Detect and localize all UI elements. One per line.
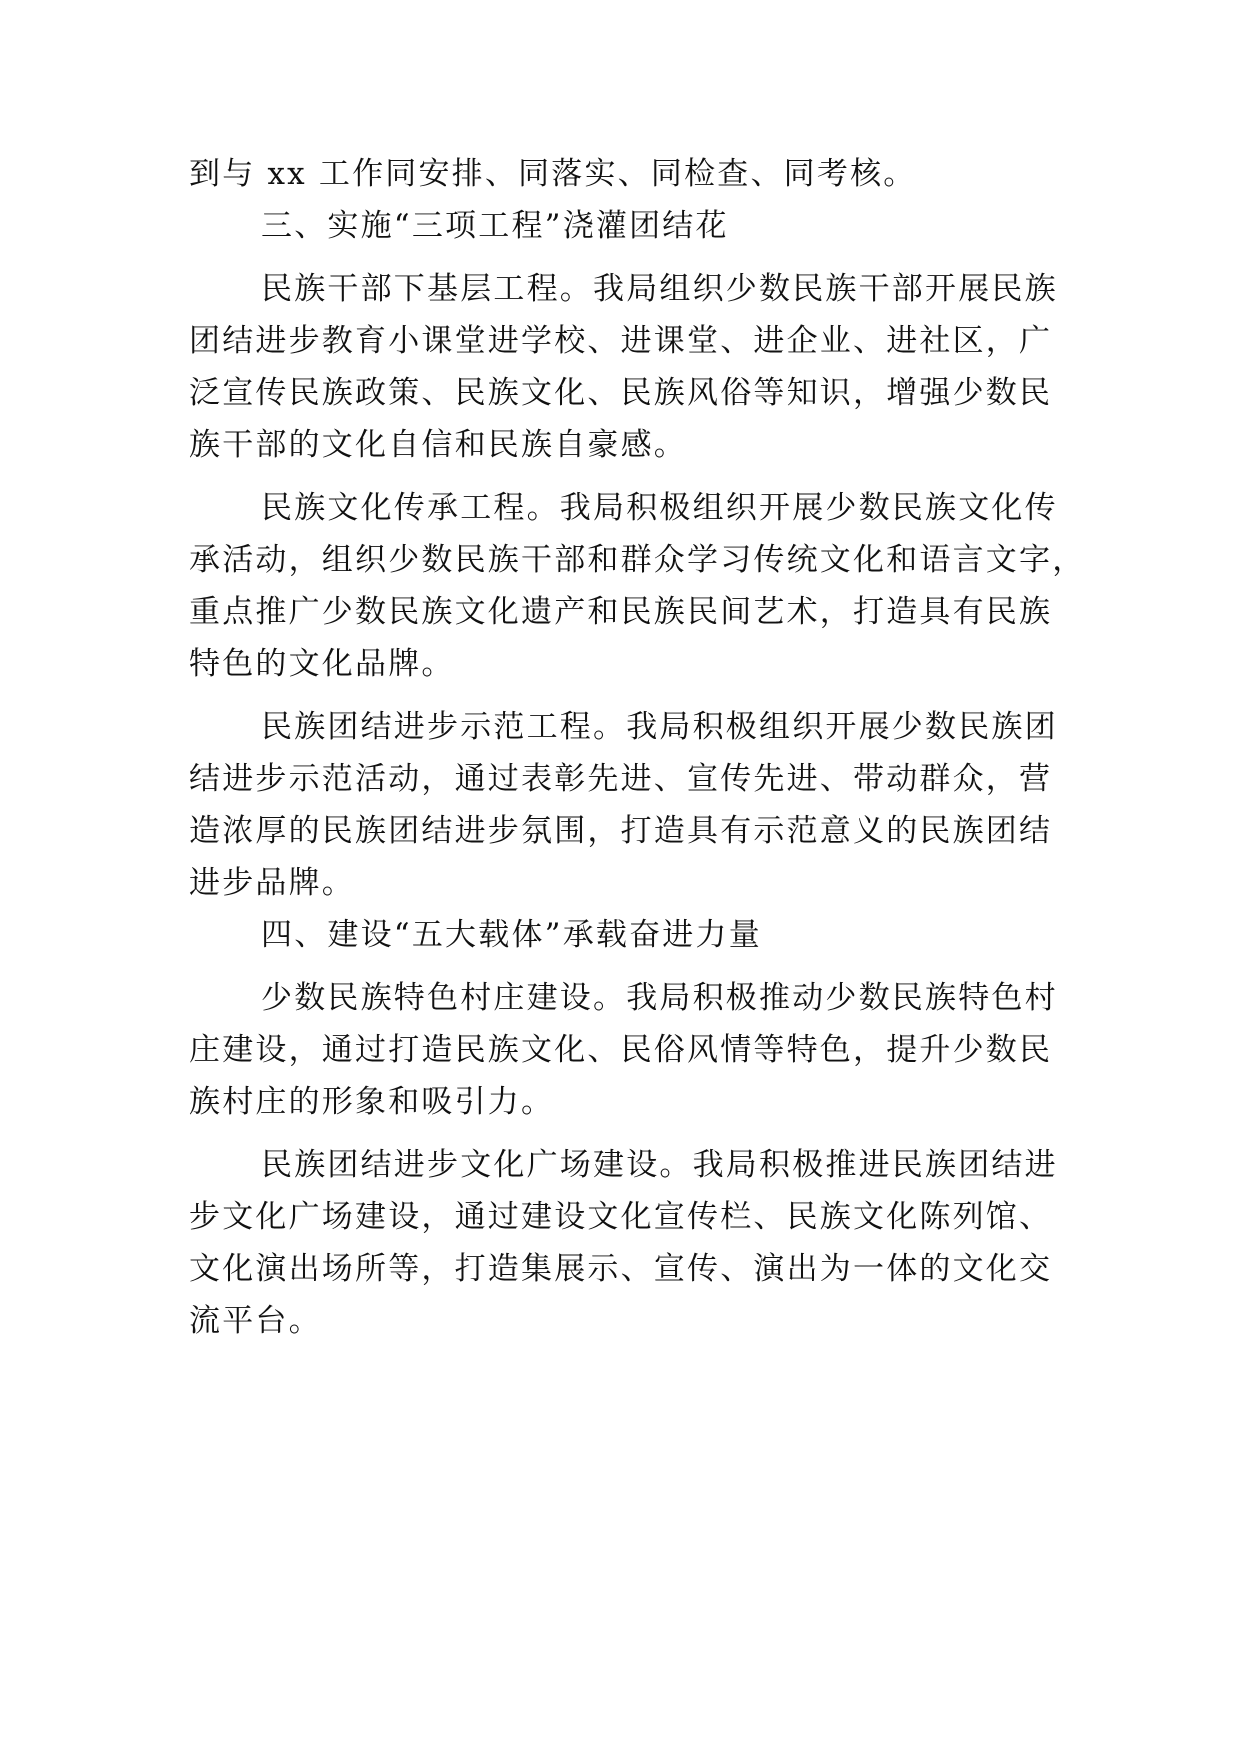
- text-line: 泛宣传民族政策、民族文化、民族风俗等知识，增强少数民: [189, 375, 1053, 411]
- text-line: 造浓厚的民族团结进步氛围，打造具有示范意义的民族团结: [189, 813, 1053, 849]
- text-line: 结进步示范活动，通过表彰先进、宣传先进、带动群众，营: [189, 761, 1053, 797]
- text-line: 流平台。: [189, 1303, 322, 1339]
- text-line: 文化演出场所等，打造集展示、宣传、演出为一体的文化交: [189, 1251, 1053, 1287]
- text-line: 特色的文化品牌。: [189, 646, 455, 682]
- paragraph-culture-square: [189, 1139, 1058, 1347]
- paragraph-featured-villages: [189, 972, 1058, 1128]
- text-line: 重点推广少数民族文化遗产和民族民间艺术，打造具有民族: [189, 594, 1053, 630]
- paragraph-unity-demonstration: [189, 701, 1058, 909]
- text-line: 民族团结进步文化广场建设。我局积极推进民族团结进: [261, 1147, 1058, 1183]
- text-line: 族村庄的形象和吸引力。: [189, 1084, 555, 1120]
- text-line: 步文化广场建设，通过建设文化宣传栏、民族文化陈列馆、: [189, 1199, 1053, 1235]
- section-heading-text: 四、建设“五大载体”承载奋进力量: [261, 917, 762, 953]
- section-heading-3: [189, 200, 1051, 252]
- section-heading-text: 三、实施“三项工程”浇灌团结花: [261, 208, 729, 244]
- text-line: 民族文化传承工程。我局积极组织开展少数民族文化传: [261, 490, 1058, 526]
- text-line: 团结进步教育小课堂进学校、进课堂、进企业、进社区，广: [189, 323, 1053, 359]
- text-line: 庄建设，通过打造民族文化、民俗风情等特色，提升少数民: [189, 1032, 1053, 1068]
- text-line: 承活动，组织少数民族干部和群众学习传统文化和语言文字，: [189, 542, 1086, 578]
- text-line: 民族团结进步示范工程。我局积极组织开展少数民族团: [261, 709, 1058, 745]
- text-line: 到与 xx 工作同安排、同落实、同检查、同考核。: [189, 156, 917, 192]
- section-heading-4: [189, 909, 1051, 961]
- text-line: 民族干部下基层工程。我局组织少数民族干部开展民族: [261, 271, 1058, 307]
- text-line: 进步品牌。: [189, 865, 355, 901]
- continuation-paragraph: [189, 148, 1051, 200]
- paragraph-cadre-grassroots: [189, 263, 1058, 471]
- paragraph-culture-heritage: [189, 482, 1086, 690]
- text-line: 族干部的文化自信和民族自豪感。: [189, 427, 687, 463]
- document-body: [189, 148, 1086, 1347]
- text-line: 少数民族特色村庄建设。我局积极推动少数民族特色村: [261, 980, 1058, 1016]
